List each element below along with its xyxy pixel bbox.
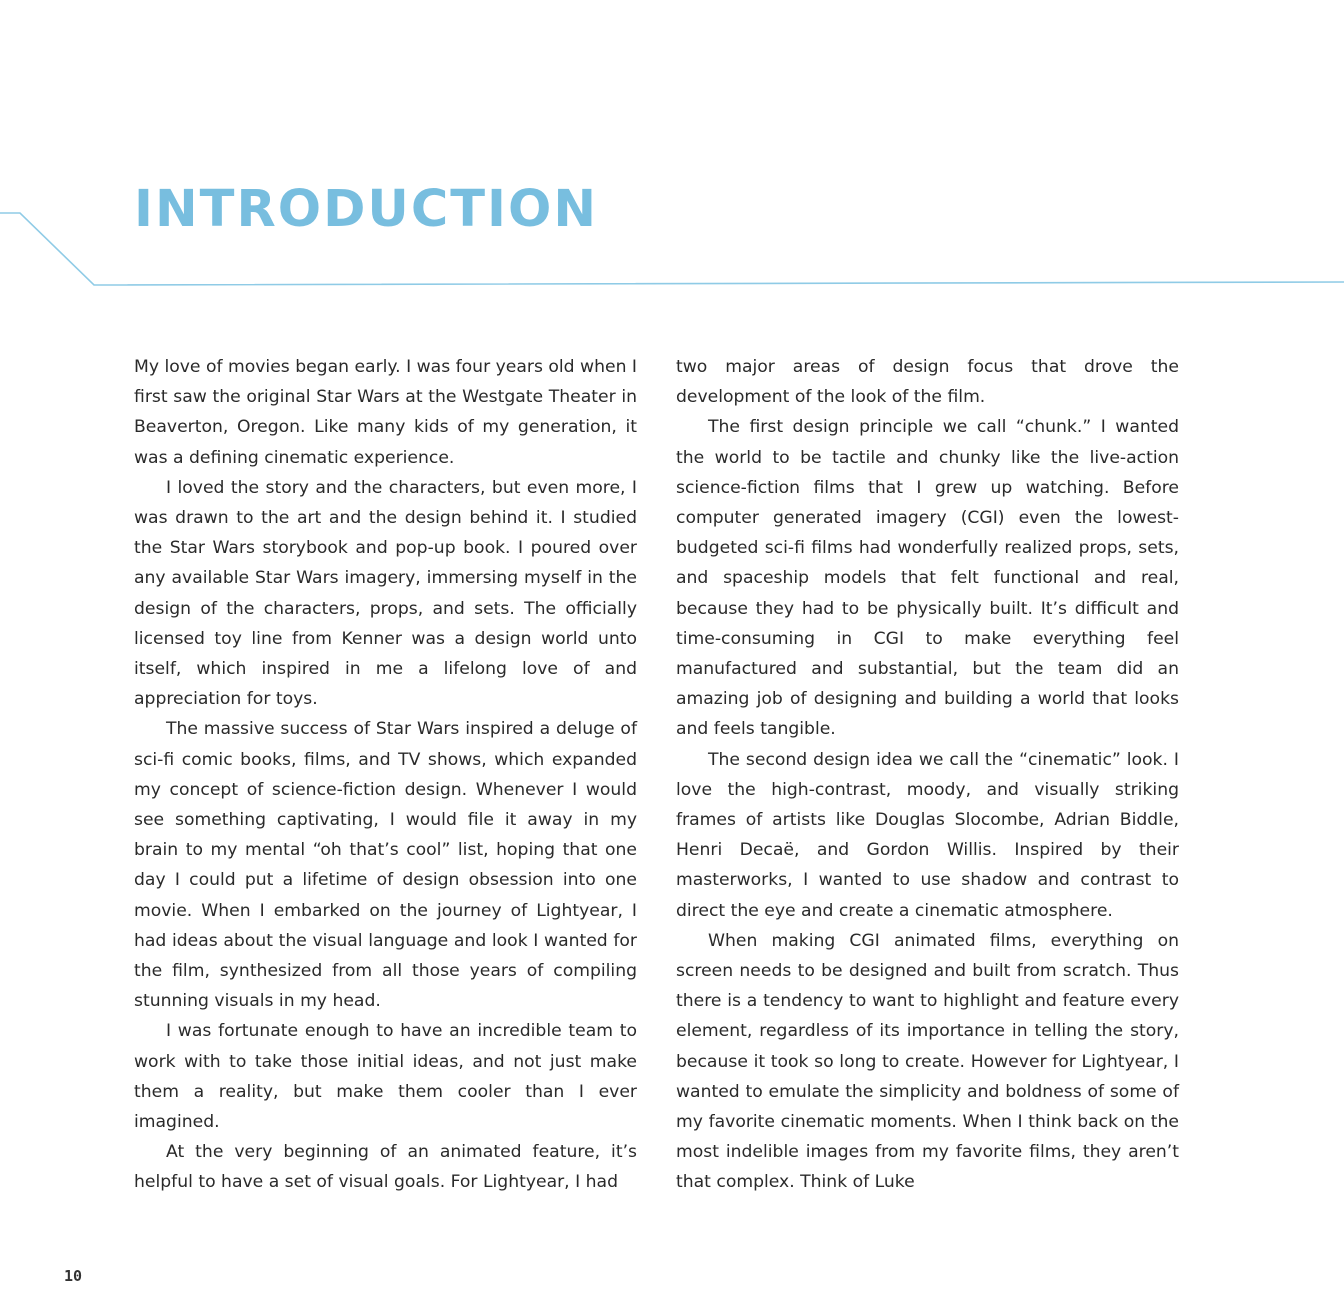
page-title: INTRODUCTION <box>134 180 599 239</box>
paragraph: My love of movies began early. I was four years old when I first saw the original Star Wars at the Westgate Theater in Beaverton, Oregon. Like many kids of my generation, it was a defining cinematic experience. <box>134 357 637 468</box>
header-divider-line <box>0 0 1344 300</box>
left-column <box>134 352 637 1198</box>
paragraph: I was fortunate enough to have an incredible team to work with to take those initial ideas, and not just make them a reality, but make them cooler than I ever imagined. <box>134 1021 637 1133</box>
paragraph: The second design idea we call the “cinematic” look. I love the high-contrast, moody, and visually striking frames of artists like Douglas Slocombe, Adrian Biddle, Henri Decaë, and Gordon Willis. Inspired by their masterworks, I wanted to use shadow and contrast to direct the eye and create a cinematic atmosphere. <box>676 749 1179 921</box>
paragraph: I loved the story and the characters, but even more, I was drawn to the art and the design behind it. I studied the Star Wars storybook and pop-up book. I poured over any available Star Wars imagery, immersing myself in the design of the characters, props, and sets. The officially licensed toy line from Kenner was a design world unto itself, which inspired in me a lifelong love of and appreciation for toys. <box>134 477 637 710</box>
paragraph: The massive success of Star Wars inspired a deluge of sci-fi comic books, films, and TV shows, which expanded my concept of science-fiction design. Whenever I would see something captivating, I would file it away in my brain to my mental “oh that’s cool” list, hoping that one day I could put a lifetime of design obsession into one movie. When I embarked on the journey of Lightyear, I had ideas about the visual language and look I wanted for the film, synthesized from all those years of compiling stunning visuals in my head. <box>134 719 637 1012</box>
right-column <box>676 352 1179 1198</box>
page-number: 10 <box>64 1267 83 1285</box>
paragraph: two major areas of design focus that drove the development of the look of the film. <box>676 357 1179 408</box>
paragraph: The first design principle we call “chunk.” I wanted the world to be tactile and chunky like the live-action science-fiction films that I grew up watching. Before computer generated imagery (CGI) even the lowest-budgeted sci-fi films had wonderfully realized props, sets, and spaceship models that felt functional and real, because they had to be physically built. It’s difficult and time-consuming in CGI to make everything feel manufactured and substantial, but the team did an amazing job of designing and building a world that looks and feels tangible. <box>676 417 1179 740</box>
paragraph: When making CGI animated films, everything on screen needs to be designed and built from scratch. Thus there is a tendency to want to highlight and feature every element, regardless of its importance in telling the story, because it took so long to create. However for Lightyear, I wanted to emulate the simplicity and boldness of some of my favorite cinematic moments. When I think back on the most indelible images from my favorite films, they aren’t that complex. Think of Luke <box>676 930 1179 1193</box>
paragraph: At the very beginning of an animated feature, it’s helpful to have a set of visual goals. For Lightyear, I had <box>134 1142 637 1193</box>
